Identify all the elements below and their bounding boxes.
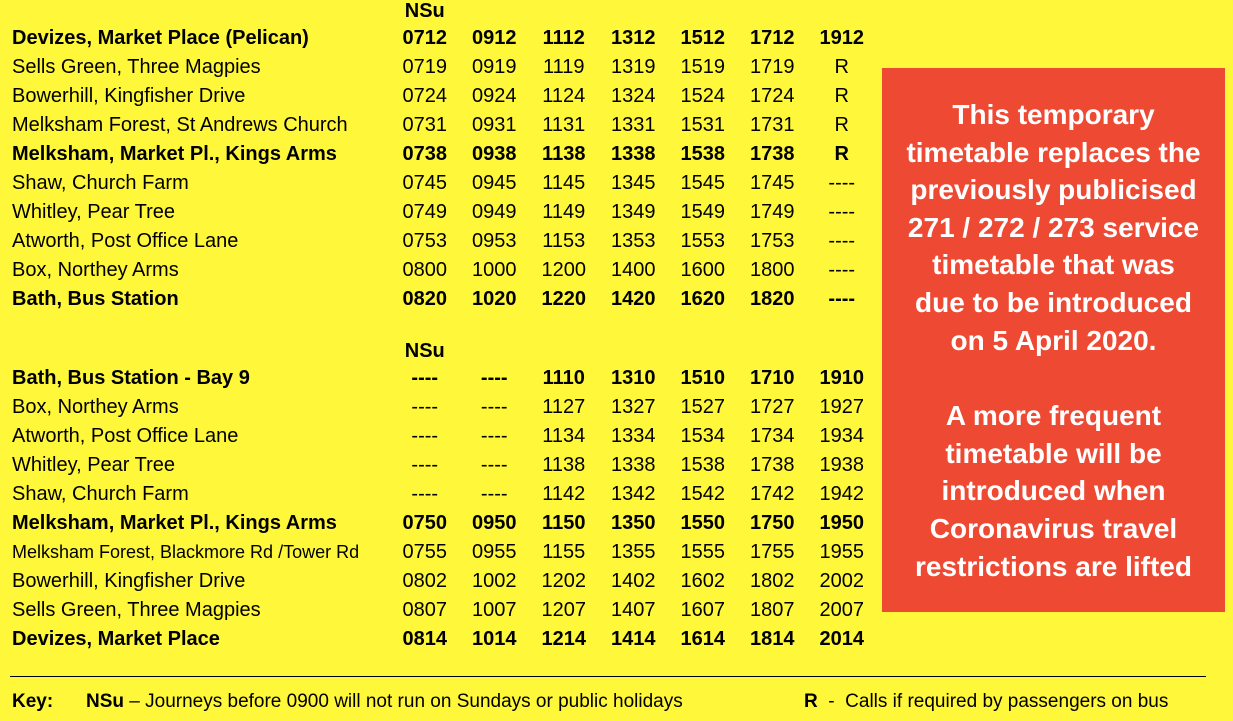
timetable-header-row [12,338,877,364]
notice-paragraph-2: A more frequent timetable will be introduced when Coronavirus travel restrictions are lifted [915,400,1192,582]
departure-time: 1745 [750,172,795,194]
table-row [12,480,877,509]
table-row [12,509,877,538]
departure-time: 1353 [611,230,656,252]
departure-time: ---- [480,454,508,476]
departure-time: 1750 [750,512,795,534]
departure-time: 1349 [611,201,656,223]
key-r-explanation [804,691,1168,713]
departure-time: 1355 [611,541,656,563]
departure-time: ---- [828,201,856,223]
departure-time: 1334 [611,425,656,447]
stop-name: Atworth, Post Office Lane [12,425,239,447]
departure-time: 1131 [542,114,586,136]
departure-time: 0955 [472,541,517,563]
departure-time: 0719 [402,56,447,78]
departure-time: ---- [480,483,508,505]
departure-time: 0938 [472,143,517,165]
departure-time: 1420 [611,288,656,310]
departure-time: 1312 [611,27,656,49]
column-header [529,338,599,364]
departure-time: 1519 [680,56,725,78]
departure-time: 1524 [680,85,725,107]
table-row [12,567,877,596]
column-header [460,338,530,364]
departure-time: 1014 [472,628,517,650]
column-header [599,0,669,24]
stop-name: Shaw, Church Farm [12,483,189,505]
departure-time: 1000 [472,259,517,281]
departure-time: ---- [411,454,439,476]
column-header [807,338,877,364]
departure-time: 0755 [402,541,447,563]
departure-time: 1214 [541,628,586,650]
departure-time: R [834,114,849,136]
departure-time: ---- [828,288,856,310]
departure-time: ---- [411,396,439,418]
departure-time: 1020 [472,288,517,310]
departure-time: 1512 [680,27,725,49]
key-r-text: - Calls if required by passengers on bus [817,691,1169,712]
timetable-header-row [12,0,877,24]
stop-name: Melksham, Market Pl., Kings Arms [12,512,337,534]
departure-time: ---- [828,230,856,252]
stop-name: Box, Northey Arms [12,396,179,418]
departure-time: 1134 [542,425,586,447]
column-header [599,338,669,364]
departure-time: 1342 [611,483,656,505]
departure-time: 1534 [680,425,725,447]
table-row [12,82,877,111]
departure-time: 1345 [611,172,656,194]
stop-name: Box, Northey Arms [12,259,179,281]
table-row [12,256,877,285]
departure-time: 1119 [542,56,585,78]
departure-time: 1124 [542,85,586,107]
departure-time: 1753 [750,230,795,252]
departure-time: 1942 [819,483,864,505]
stop-name: Atworth, Post Office Lane [12,230,239,252]
stop-name: Melksham Forest, Blackmore Rd /Tower Rd [12,542,360,562]
departure-time: ---- [828,259,856,281]
outbound-timetable [12,0,877,314]
departure-time: 1153 [542,230,586,252]
column-header [807,0,877,24]
column-header [668,0,738,24]
departure-time: 1602 [680,570,725,592]
table-row [12,538,877,567]
table-row [12,364,877,393]
stop-name: Bath, Bus Station - Bay 9 [12,367,250,389]
departure-time: 1338 [611,454,656,476]
column-header: NSu [404,0,445,22]
stop-name: Devizes, Market Place [12,628,220,650]
table-row [12,451,877,480]
departure-time: R [834,56,849,78]
departure-time: 0820 [402,288,447,310]
departure-time: 1002 [472,570,517,592]
departure-time: 1727 [750,396,795,418]
departure-time: 1400 [611,259,656,281]
departure-time: ---- [411,425,439,447]
stop-name: Sells Green, Three Magpies [12,56,261,78]
column-header [460,0,530,24]
departure-time: 1202 [541,570,586,592]
key-label: Key: [12,691,54,712]
departure-time: 1150 [542,512,586,534]
departure-time: ---- [828,172,856,194]
departure-time: R [834,85,849,107]
stop-name: Bowerhill, Kingfisher Drive [12,570,246,592]
departure-time: 0949 [472,201,517,223]
departure-time: 0814 [402,628,447,650]
stop-name: Bowerhill, Kingfisher Drive [12,85,246,107]
departure-time: 1814 [750,628,795,650]
departure-time: 1553 [680,230,725,252]
departure-time: 1531 [680,114,725,136]
departure-time: 2007 [819,599,864,621]
stop-name: Devizes, Market Place (Pelican) [12,27,309,49]
departure-time: 1200 [541,259,586,281]
header-spacer [12,338,390,364]
key-nsu-code: NSu [86,691,124,712]
table-row [12,169,877,198]
table-row [12,625,877,654]
departure-time: 2002 [819,570,864,592]
notice-paragraph-1: This temporary timetable replaces the previously publicised 271 / 272 / 273 service timetable that was due to be introduced on 5 April 2020. [906,99,1201,356]
departure-time: 0950 [472,512,517,534]
departure-time: 1527 [680,396,725,418]
departure-time: 1910 [819,367,864,389]
departure-time: 1734 [750,425,795,447]
departure-time: 1710 [750,367,795,389]
departure-time: 1820 [750,288,795,310]
header-spacer [12,0,390,24]
departure-time: 0924 [472,85,517,107]
table-row [12,227,877,256]
table-row [12,285,877,314]
departure-time: 1545 [680,172,725,194]
departure-time: 0738 [402,143,447,165]
table-row [12,24,877,53]
departure-time: 1542 [680,483,725,505]
departure-time: 1402 [611,570,656,592]
departure-time: 1350 [611,512,656,534]
departure-time: ---- [411,483,439,505]
departure-time: 1749 [750,201,795,223]
departure-time: 1800 [750,259,795,281]
table-row [12,140,877,169]
departure-time: 1742 [750,483,795,505]
departure-time: 1555 [680,541,725,563]
departure-time: 1112 [542,27,585,49]
departure-time: 1127 [542,396,586,418]
key-nsu-explanation [86,691,683,713]
departure-time: 0724 [402,85,447,107]
departure-time: 1912 [819,27,864,49]
departure-time: 0919 [472,56,517,78]
departure-time: 1607 [680,599,725,621]
column-header: NSu [404,339,445,362]
departure-time: 1338 [611,143,656,165]
departure-time: ---- [411,367,439,389]
departure-time: 1538 [680,143,725,165]
departure-time: 1802 [750,570,795,592]
table-row [12,596,877,625]
departure-time: 1324 [611,85,656,107]
departure-time: 1145 [542,172,586,194]
departure-time: ---- [480,367,508,389]
departure-time: 1319 [611,56,656,78]
departure-time: 1138 [542,143,586,165]
departure-time: 0912 [472,27,517,49]
departure-time: 1138 [542,454,586,476]
departure-time: 1600 [680,259,725,281]
table-row [12,422,877,451]
departure-time: 1510 [680,367,725,389]
departure-time: 0931 [472,114,517,136]
departure-time: 0753 [402,230,447,252]
stop-name: Sells Green, Three Magpies [12,599,261,621]
departure-time: 1331 [611,114,656,136]
temporary-timetable-notice [882,68,1225,612]
departure-time: ---- [480,396,508,418]
departure-time: 1738 [750,454,795,476]
departure-time: 1731 [750,114,795,136]
column-header [738,338,808,364]
column-header [738,0,808,24]
departure-time: 1738 [750,143,795,165]
table-row [12,198,877,227]
departure-time: 0953 [472,230,517,252]
departure-time: 1620 [680,288,725,310]
departure-time: 1549 [680,201,725,223]
key-r-code: R [804,691,818,712]
column-header [668,338,738,364]
departure-time: 1955 [819,541,864,563]
inbound-timetable [12,338,877,654]
table-row [12,111,877,140]
departure-time: 0731 [402,114,447,136]
departure-time: 0800 [402,259,447,281]
departure-time: 0749 [402,201,447,223]
departure-time: 0745 [402,172,447,194]
departure-time: 0807 [402,599,447,621]
departure-time: 1155 [542,541,586,563]
column-header [529,0,599,24]
departure-time: 0712 [402,27,447,49]
departure-time: 1719 [750,56,795,78]
departure-time: 1538 [680,454,725,476]
departure-time: 1807 [750,599,795,621]
departure-time: 1142 [542,483,586,505]
departure-time: 1007 [472,599,517,621]
stop-name: Whitley, Pear Tree [12,201,176,223]
departure-time: 1614 [680,628,725,650]
departure-time: 0802 [402,570,447,592]
departure-time: 1934 [819,425,864,447]
departure-time: 1755 [750,541,795,563]
departure-time: 0750 [402,512,447,534]
departure-time: 2014 [819,628,864,650]
stop-name: Melksham Forest, St Andrews Church [12,114,348,136]
stop-name: Shaw, Church Farm [12,172,189,194]
departure-time: 1310 [611,367,656,389]
stop-name: Melksham, Market Pl., Kings Arms [12,143,337,165]
departure-time: 1950 [819,512,864,534]
departure-time: 1414 [611,628,656,650]
departure-time: 1220 [541,288,586,310]
stop-name: Bath, Bus Station [12,288,179,310]
departure-time: 0945 [472,172,517,194]
departure-time: 1149 [542,201,586,223]
departure-time: 1327 [611,396,656,418]
departure-time: 1724 [750,85,795,107]
table-row [12,53,877,82]
departure-time: 1407 [611,599,656,621]
key-nsu-text: – Journeys before 0900 will not run on Sundays or public holidays [124,691,683,712]
departure-time: 1927 [819,396,864,418]
departure-time: R [834,143,849,165]
stop-name: Whitley, Pear Tree [12,454,176,476]
departure-time: 1110 [542,367,585,389]
table-row [12,393,877,422]
departure-time: ---- [480,425,508,447]
departure-time: 1207 [541,599,586,621]
departure-time: 1712 [750,27,795,49]
departure-time: 1938 [819,454,864,476]
departure-time: 1550 [680,512,725,534]
key-divider [10,676,1206,677]
